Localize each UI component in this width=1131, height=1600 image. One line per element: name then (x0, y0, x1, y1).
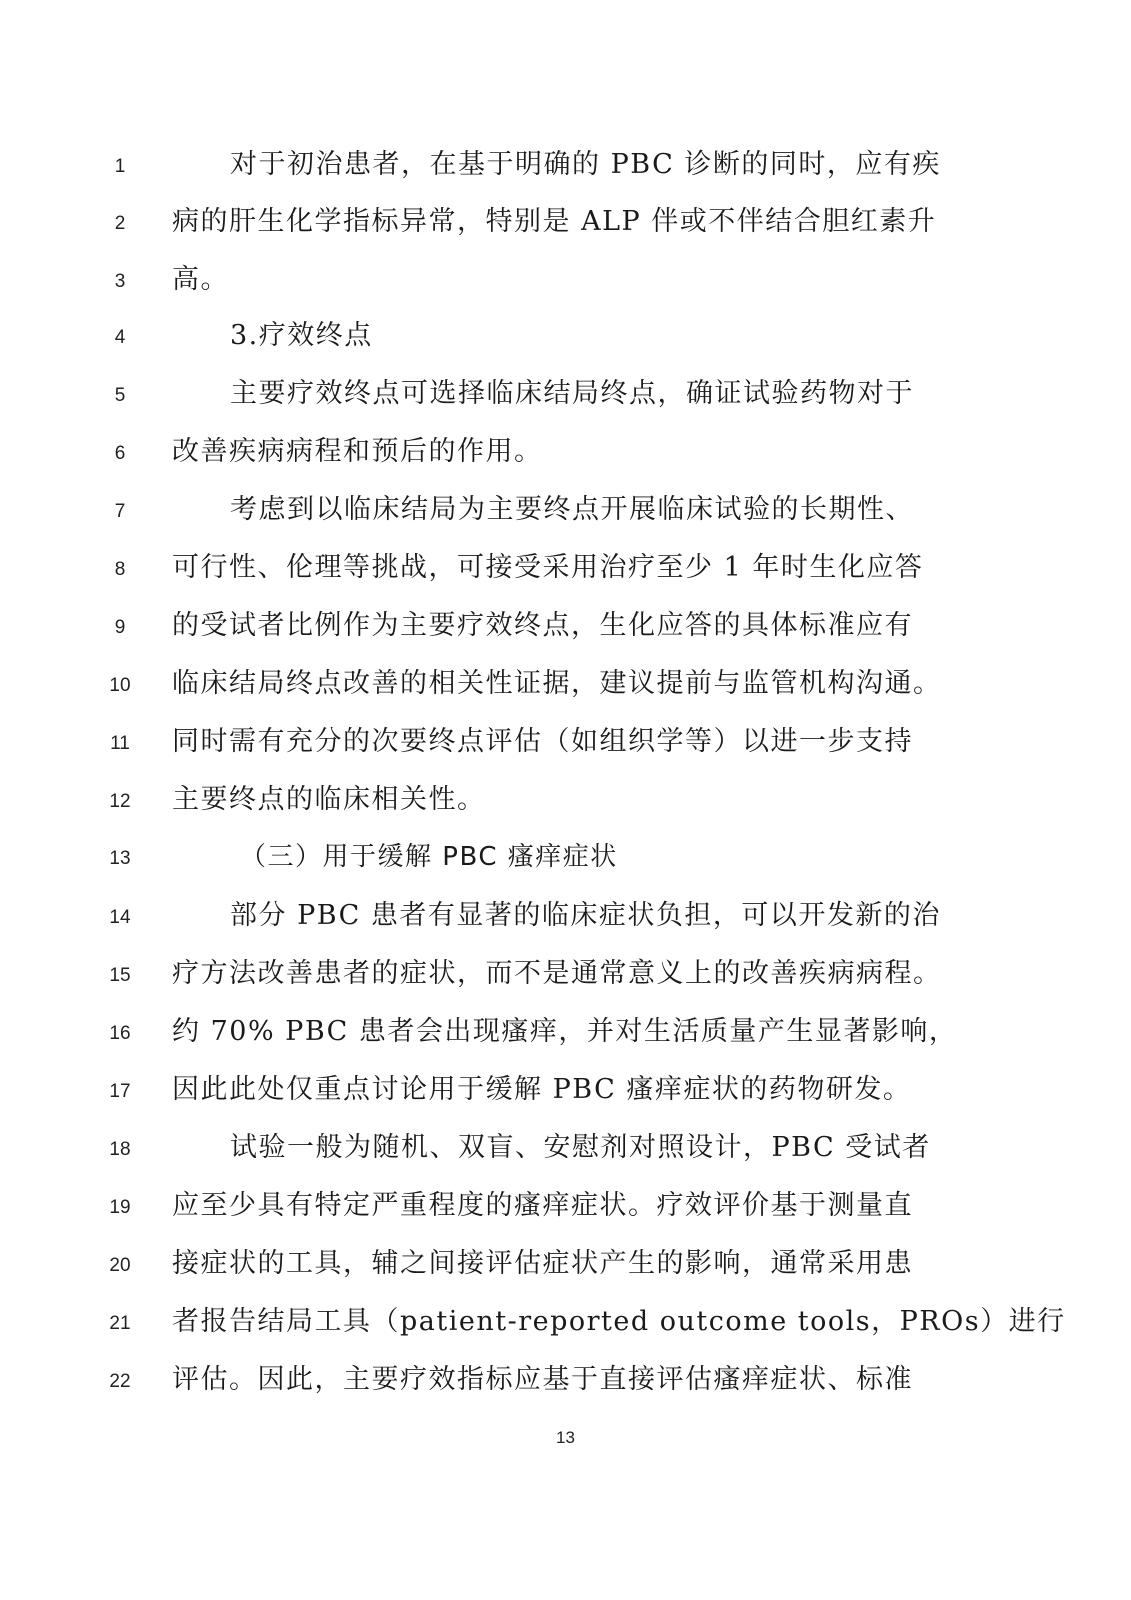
text-line (0, 260, 1131, 300)
line-text: 病的肝生化学指标异常，特别是 ALP 伴或不伴结合胆红素升 (172, 206, 937, 237)
text-line (0, 1360, 1131, 1400)
text-line (0, 1186, 1131, 1226)
text-line (0, 316, 1131, 356)
line-number: 22 (109, 1371, 131, 1392)
line-text: 可行性、伦理等挑战，可接受采用治疗至少 1 年时生化应答 (172, 552, 924, 583)
text-line (0, 780, 1131, 820)
line-text: 应至少具有特定严重程度的瘙痒症状。疗效评价基于测量直 (172, 1190, 913, 1221)
text-line (0, 374, 1131, 414)
line-text: 因此此处仅重点讨论用于缓解 PBC 瘙痒症状的药物研发。 (172, 1074, 912, 1105)
line-number: 21 (109, 1313, 131, 1334)
line-number: 19 (109, 1197, 131, 1218)
line-number: 8 (114, 559, 126, 580)
page-number: 13 (556, 1428, 575, 1447)
text-line (0, 954, 1131, 994)
line-number: 9 (114, 617, 126, 638)
text-line (0, 722, 1131, 762)
line-number: 17 (109, 1081, 131, 1102)
line-text: 疗方法改善患者的症状，而不是通常意义上的改善疾病病程。 (172, 958, 942, 989)
line-text: 试验一般为随机、双盲、安慰剂对照设计，PBC 受试者 (230, 1132, 931, 1163)
text-line (0, 548, 1131, 588)
text-line (0, 1128, 1131, 1168)
line-text: 约 70% PBC 患者会出现瘙痒，并对生活质量产生显著影响， (172, 1016, 958, 1047)
line-number: 11 (110, 733, 130, 754)
section-heading: 3.疗效终点 (230, 320, 373, 351)
line-number: 1 (114, 156, 126, 177)
line-number: 10 (109, 675, 131, 696)
text-line (0, 606, 1131, 646)
line-text: 主要疗效终点可选择临床结局终点，确证试验药物对于 (230, 378, 914, 409)
line-number: 6 (114, 443, 126, 464)
line-text: 改善疾病病程和预后的作用。 (172, 436, 543, 467)
line-number: 3 (114, 271, 126, 292)
line-text: 者报告结局工具（patient-reported outcome tools，PROs）进行 (172, 1306, 1066, 1337)
text-line (0, 145, 1131, 185)
line-number: 13 (109, 848, 131, 869)
line-number: 16 (109, 1023, 131, 1044)
line-text: 高。 (172, 264, 229, 295)
line-number: 12 (109, 791, 131, 812)
line-number: 18 (109, 1139, 131, 1160)
line-number: 5 (114, 385, 126, 406)
text-line (0, 1070, 1131, 1110)
line-text: 部分 PBC 患者有显著的临床症状负担，可以开发新的治 (230, 900, 941, 931)
line-text: 同时需有充分的次要终点评估（如组织学等）以进一步支持 (172, 726, 913, 757)
text-line (0, 432, 1131, 472)
text-line (0, 664, 1131, 704)
line-text: 临床结局终点改善的相关性证据，建议提前与监管机构沟通。 (172, 668, 942, 699)
text-line (0, 202, 1131, 242)
line-number: 15 (109, 965, 131, 986)
line-text: 主要终点的临床相关性。 (172, 784, 486, 815)
text-line (0, 1302, 1131, 1342)
line-number: 14 (109, 907, 131, 928)
text-line (0, 490, 1131, 530)
line-number: 4 (114, 327, 126, 348)
line-text: 评估。因此，主要疗效指标应基于直接评估瘙痒症状、标准 (172, 1364, 913, 1395)
line-number: 20 (109, 1255, 131, 1276)
text-line (0, 1012, 1131, 1052)
line-text: 接症状的工具，辅之间接评估症状产生的影响，通常采用患 (172, 1248, 913, 1279)
line-number: 7 (114, 501, 126, 522)
line-text: 的受试者比例作为主要疗效终点，生化应答的具体标准应有 (172, 610, 913, 641)
line-text: 考虑到以临床结局为主要终点开展临床试验的长期性、 (230, 494, 914, 525)
text-line (0, 1244, 1131, 1284)
section-heading: （三）用于缓解 PBC 瘙痒症状 (240, 842, 618, 872)
text-line (0, 896, 1131, 936)
line-number: 2 (114, 213, 126, 234)
line-text: 对于初治患者，在基于明确的 PBC 诊断的同时，应有疾 (230, 149, 941, 180)
text-line (0, 837, 1131, 877)
